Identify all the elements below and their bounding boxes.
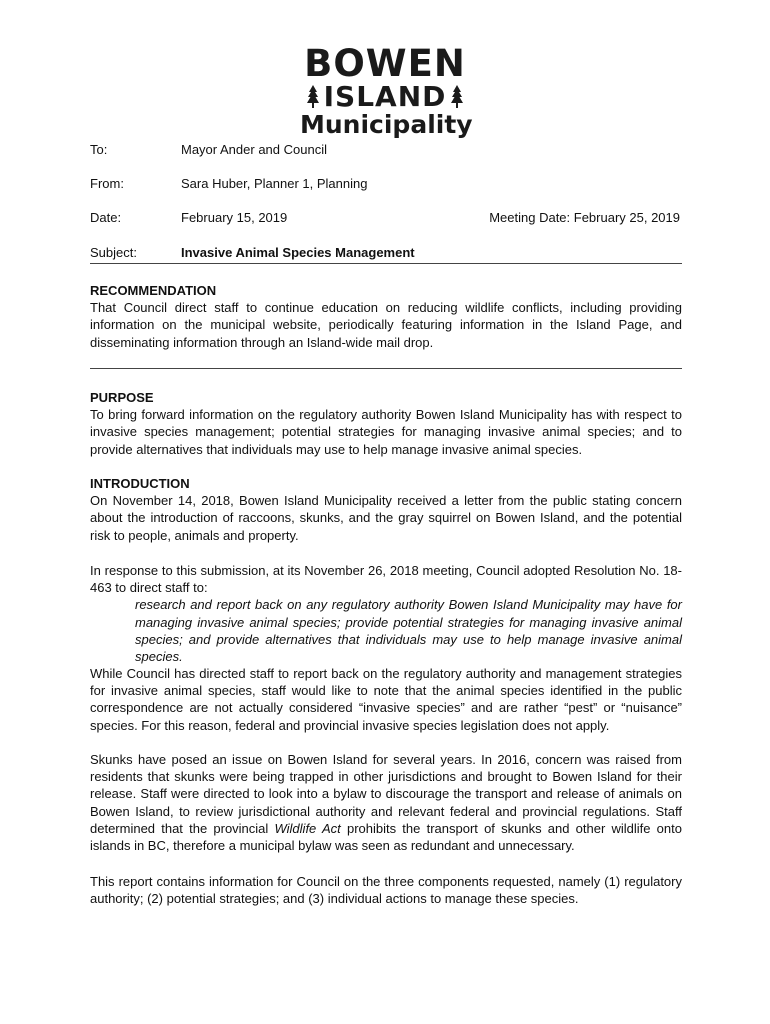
introduction-paragraph-3: While Council has directed staff to report back on the regulatory authority and management strategies for invasive animal species, staff would like to note that the animal species identified in the public correspondence are not actually considered “invasive species” and are rather “pest” or “nuisance” species. For this reason, federal and provincial invasive species legislation does not apply.: [90, 666, 682, 733]
header-divider: [90, 263, 682, 264]
tree-icon: [450, 84, 464, 110]
from-value: Sara Huber, Planner 1, Planning: [181, 176, 368, 191]
introduction-section: [90, 475, 682, 544]
purpose-section: [90, 389, 682, 458]
introduction-paragraph-4: [90, 751, 682, 854]
purpose-heading: PURPOSE: [90, 390, 154, 405]
municipality-logo: [300, 42, 473, 142]
introduction-heading: INTRODUCTION: [90, 476, 190, 491]
resolution-quote: research and report back on any regulatory authority Bowen Island Municipality may have for managing invasive animal species; provide potential strategies for managing invasive animal species; and provide alternatives that individuals may use to help manage invasive animal species.: [135, 597, 682, 665]
date-value: February 15, 2019: [181, 210, 288, 225]
paragraph-4-text-start: Skunks have posed an issue on Bowen Island for several years. In 2016, concern was raised from residents that skunks were being trapped in other jurisdictions and brought to Bowen Island for their release. Staff were directed to look into a bylaw to discourage the transport and release of animals on Bowen Island, to review jurisdictional authority and relevant federal and provincial regulations. Staff determined that the provincial: [90, 752, 682, 836]
clarification-section: [90, 665, 682, 734]
resolution-section: [90, 562, 682, 665]
logo-municipality-text: Municipality: [300, 110, 473, 139]
to-value: Mayor Ander and Council: [181, 142, 327, 157]
from-row: [90, 176, 682, 192]
recommendation-heading: RECOMMENDATION: [90, 283, 217, 298]
meeting-date: Meeting Date: February 25, 2019: [489, 210, 680, 225]
subject-label: Subject:: [90, 245, 137, 260]
paragraph-4-text-end: prohibits the transport of skunks and other wildlife onto islands in BC, therefore a municipal bylaw was seen as redundant and unnecessary.: [90, 820, 682, 854]
to-row: [90, 142, 682, 158]
subject-value: Invasive Animal Species Management: [181, 245, 415, 260]
subject-row: [90, 245, 682, 261]
skunks-section: [90, 751, 682, 854]
introduction-paragraph-1: On November 14, 2018, Bowen Island Municipality received a letter from the public stating concern about the introduction of raccoons, skunks, and the gray squirrel on Bowen Island, and the potential risk to people, animals and property.: [90, 493, 682, 543]
recommendation-text: That Council direct staff to continue education on reducing wildlife conflicts, including providing information on the municipal website, periodically featuring information in the Island Page, and disseminating information through an Island-wide mail drop.: [90, 300, 682, 350]
logo-island-text: ISLAND: [323, 80, 447, 113]
wildlife-act-reference: Wildlife Act: [274, 820, 341, 836]
introduction-paragraph-2: In response to this submission, at its November 26, 2018 meeting, Council adopted Resolution No. 18-463 to direct staff to:: [90, 563, 682, 596]
introduction-paragraph-5: This report contains information for Council on the three components requested, namely (1) regulatory authority; (2) potential strategies; and (3) individual actions to manage these species.: [90, 874, 682, 907]
logo-bowen-text: BOWEN: [304, 42, 466, 85]
purpose-text: To bring forward information on the regulatory authority Bowen Island Municipality has with respect to invasive species management; potential strategies for managing invasive animal species; and to provide alternatives that individuals may use to help manage invasive animal species.: [90, 407, 682, 457]
logo-island-row: [300, 80, 470, 113]
tree-icon: [306, 84, 320, 110]
report-summary-section: [90, 873, 682, 907]
to-label: To:: [90, 142, 108, 157]
from-label: From:: [90, 176, 124, 191]
recommendation-divider: [90, 368, 682, 369]
recommendation-section: [90, 282, 682, 351]
date-label: Date:: [90, 210, 122, 225]
